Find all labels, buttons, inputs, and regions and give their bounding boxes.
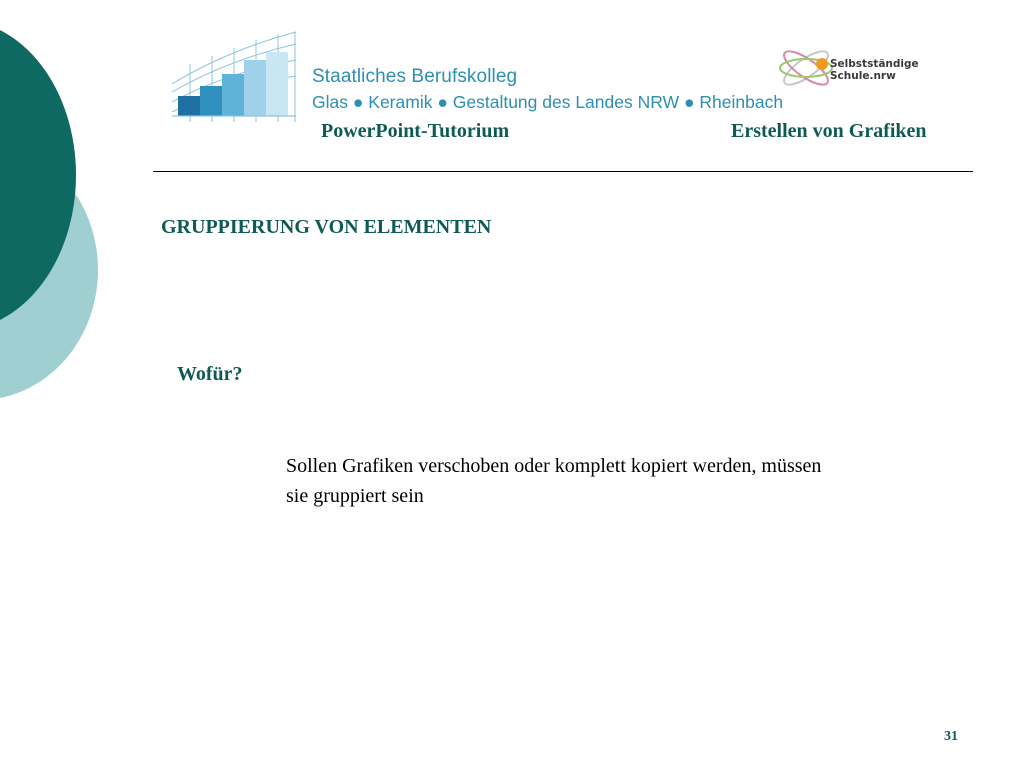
partner-name (830, 58, 919, 82)
question-heading: Wofür? (177, 363, 243, 385)
header-divider (153, 171, 973, 172)
partner-name-line1: Selbstständige (830, 58, 919, 70)
partner-logo-icon (776, 40, 838, 96)
topic-title: Erstellen von Grafiken (731, 120, 927, 142)
tutorial-title: PowerPoint-Tutorium (321, 120, 510, 142)
school-subtitle: Glas ● Keramik ● Gestaltung des Landes NRW ● Rheinbach (312, 92, 784, 112)
section-title: GRUPPIERUNG VON ELEMENTEN (161, 216, 492, 238)
school-name: Staatliches Berufskolleg (312, 66, 518, 87)
partner-name-line2: Schule.nrw (830, 70, 896, 82)
school-logo-icon (168, 30, 300, 122)
page-number: 31 (944, 729, 958, 744)
body-text: Sollen Grafiken verschoben oder komplett kopiert werden, müssen sie gruppiert sein (286, 455, 822, 507)
